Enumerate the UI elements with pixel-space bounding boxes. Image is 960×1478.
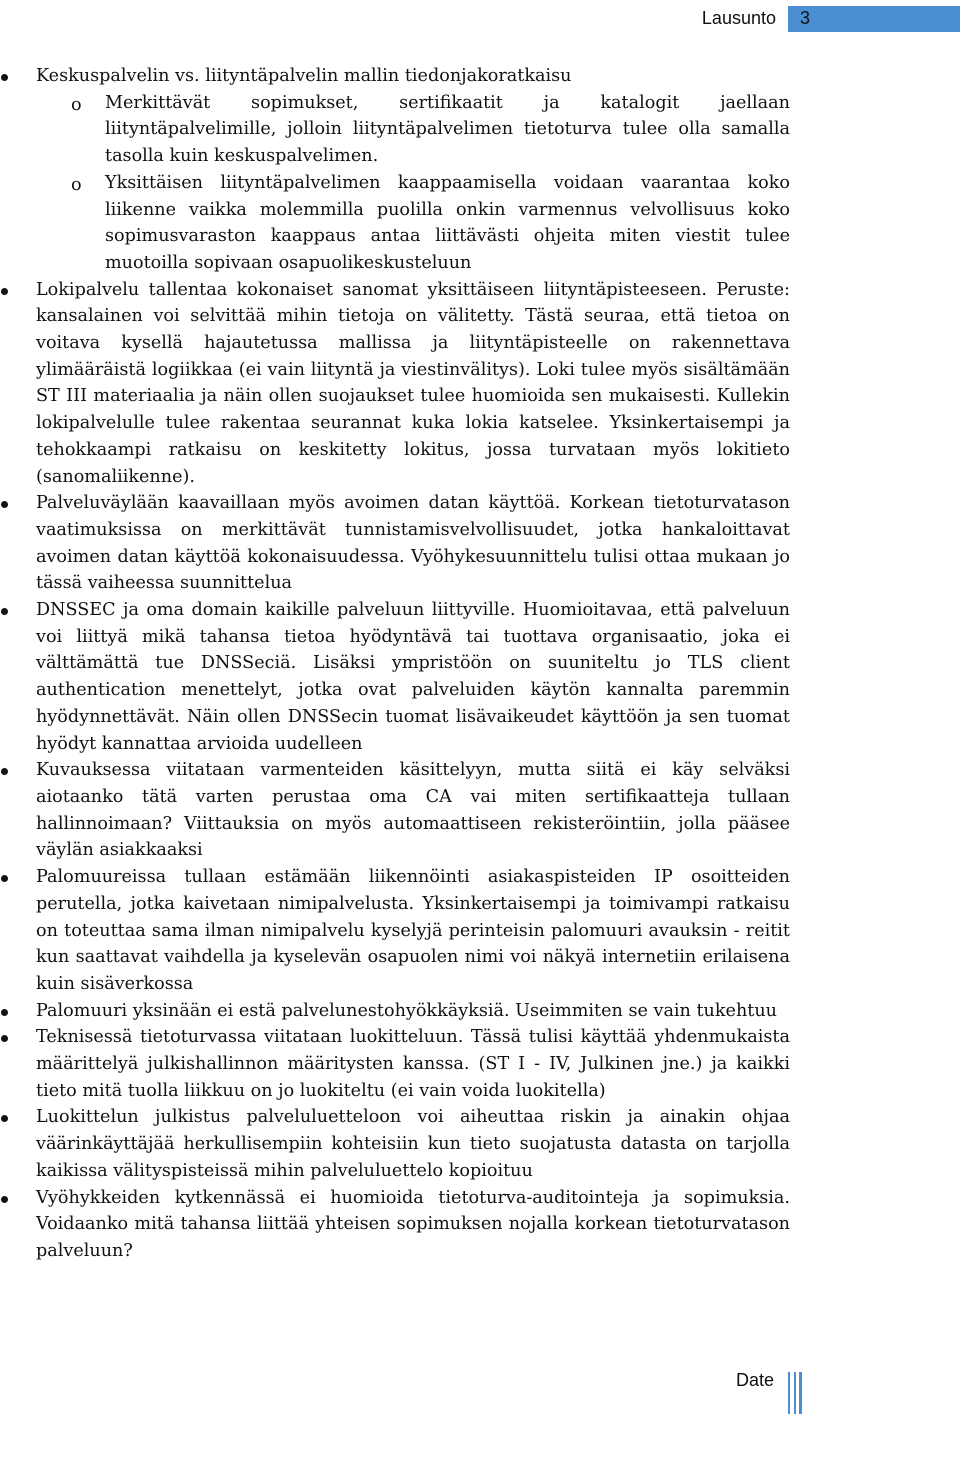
list-item: [0, 1104, 960, 1184]
sub-list-item: [36, 170, 790, 277]
bullet-dot: [1, 1035, 8, 1042]
date-label: Date: [735, 1370, 774, 1390]
page-number: 3: [800, 8, 811, 28]
list-item-text: Palveluväylään kaavaillaan myös avoimen datan käyttöä. Korkean tietoturvatason vaatimuksissa on merkittävät tunnistamisvelvollisuudet, jotka hankaloittavat avoimen datan käyttöä kokonaisuudessa. Vyöhykesuunnittelu tulisi ottaa mukaan jo tässä vaiheessa suunnittelua: [36, 493, 790, 594]
list-item-text: Lokipalvelu tallentaa kokonaiset sanomat yksittäiseen liityntäpisteeseen. Peruste: kansalainen voi selvittää mihin tietoja on välitetty. Tästä seuraa, että tietoa on voitava kysellä hajautetussa mallissa ja liityntäpisteelle on rakennettava ylimääräistä logiikkaa (ei vain liityntä ja viestinvälitys). Loki tulee myös sisältämään ST III materiaalia ja näin ollen suojaukset tulee huomioida sen mukaisesti. Kullekin lokipalvelulle tulee rakentaa seurannat kuka lokia katselee. Yksinkertaisempi ja tehokkaampi ratkaisu on keskitetty lokitus, jossa turvataan myös lokitieto (sanomaliikenne).: [36, 279, 790, 487]
sub-list-item: [36, 90, 790, 170]
bullet-dot: [1, 501, 8, 508]
decorative-bar: [799, 1372, 802, 1414]
document-type-label: Lausunto: [701, 8, 776, 28]
list-item-text: Keskuspalvelin vs. liityntäpalvelin mallin tiedonjakoratkaisu: [36, 66, 572, 86]
sub-list-item-text: Merkittävät sopimukset, sertifikaatit ja katalogit jaellaan liityntäpalvelimille, jolloin liityntäpalvelimen tietoturva tulee olla samalla tasolla kuin keskuspalvelimen.: [105, 92, 790, 167]
page-header: [0, 0, 960, 40]
page-number-box: [788, 6, 960, 32]
list-item: [0, 1024, 960, 1104]
circle-bullet: o: [71, 174, 82, 195]
bullet-dot: [1, 768, 8, 775]
bullet-dot: [1, 1115, 8, 1122]
decorative-bars: [788, 1372, 828, 1414]
bullet-dot: [1, 1196, 8, 1203]
list-item-text: Kuvauksessa viitataan varmenteiden käsittelyyn, mutta siitä ei käy selväksi aiotaanko tätä varten perustaa oma CA vai miten sertifikaatteja tullaan hallinnoimaan? Viittauksia on myös automaattiseen rekisteröintiin, jolla pääsee väylän asiakkaaksi: [36, 760, 790, 861]
bullet-dot: [1, 875, 8, 882]
circle-bullet: o: [71, 94, 82, 115]
bullet-dot: [1, 608, 8, 615]
decorative-bar: [794, 1372, 796, 1414]
bullet-dot: [1, 1009, 8, 1016]
sub-list-item-text: Yksittäisen liityntäpalvelimen kaappaamisella voidaan vaarantaa koko liikenne vaikka molemmilla puolilla onkin varmennus velvollisuus koko sopimusvaraston kaappaus antaa liittävästi ohjeita miten viestit tulee muotoilla sopivaan osapuolikeskusteluun: [105, 172, 790, 273]
list-item: [0, 998, 960, 1025]
list-item-text: Luokittelun julkistus palveluluetteloon voi aiheuttaa riskin ja ainakin ohjaa väärinkäyttäjää herkullisempiin kohteisiin kun tieto suojatusta datasta on tarjolla kaikissa välityspisteissä mihin palveluluettelo kopioituu: [36, 1107, 790, 1181]
document-body: [0, 63, 960, 1265]
list-item-text: Palomuureissa tullaan estämään liikennöinti asiakaspisteiden IP osoitteiden perutella, jotka kaivetaan nimipalvelusta. Yksinkertaisempi ja toimivampi ratkaisu on toteuttaa sama ilman nimipalvelu kyselyjä perinteisin palomuuri avauksin - reitit kun saattavat vaihdella ja kyselevän osapuolen nimi voi näkyä internetiin erilaisena kuin sisäverkossa: [36, 867, 790, 994]
list-item: [0, 490, 960, 597]
bullet-dot: [1, 288, 8, 295]
decorative-bar: [788, 1372, 790, 1414]
bullet-dot: [1, 74, 8, 81]
list-item: [0, 597, 960, 757]
sub-list: [36, 90, 790, 277]
list-item-text: Palomuuri yksinään ei estä palvelunestohyökkäyksiä. Useimmiten se vain tukehtuu: [36, 1000, 778, 1021]
list-item-text: Teknisessä tietoturvassa viitataan luokitteluun. Tässä tulisi käyttää yhdenmukaista määrittelyä julkishallinnon määritysten kanssa. (ST I - IV, Julkinen jne.) ja kaikki tieto mitä tuolla liikkuu on jo luokiteltu (ei vain voida luokitella): [36, 1027, 790, 1101]
list-item: [0, 63, 960, 277]
list-item: [0, 1185, 960, 1265]
page-footer: [0, 1360, 960, 1420]
bullet-list: [0, 63, 960, 1265]
list-item-text: DNSSEC ja oma domain kaikille palveluun liittyville. Huomioitavaa, että palveluun voi liittyä mikä tahansa tietoa hyödyntävä tai tuottava organisaatio, joka ei välttämättä tue DNSSeciä. Lisäksi ympristöön on suuniteltu jo TLS client authentication menettelyt, jotka ovat palveluiden käytön kannalta paremmin hyödynnettävät. Näin ollen DNSSecin tuomat lisävaikeudet käyttöön ja sen tuomat hyödyt kannattaa arvioida uudelleen: [36, 600, 790, 754]
list-item-text: Vyöhykkeiden kytkennässä ei huomioida tietoturva-auditointeja ja sopimuksia. Voidaanko mitä tahansa liittää yhteisen sopimuksen nojalla korkean tietoturvatason palveluun?: [36, 1187, 790, 1261]
list-item: [0, 757, 960, 864]
list-item: [0, 277, 960, 491]
list-item: [0, 864, 960, 998]
